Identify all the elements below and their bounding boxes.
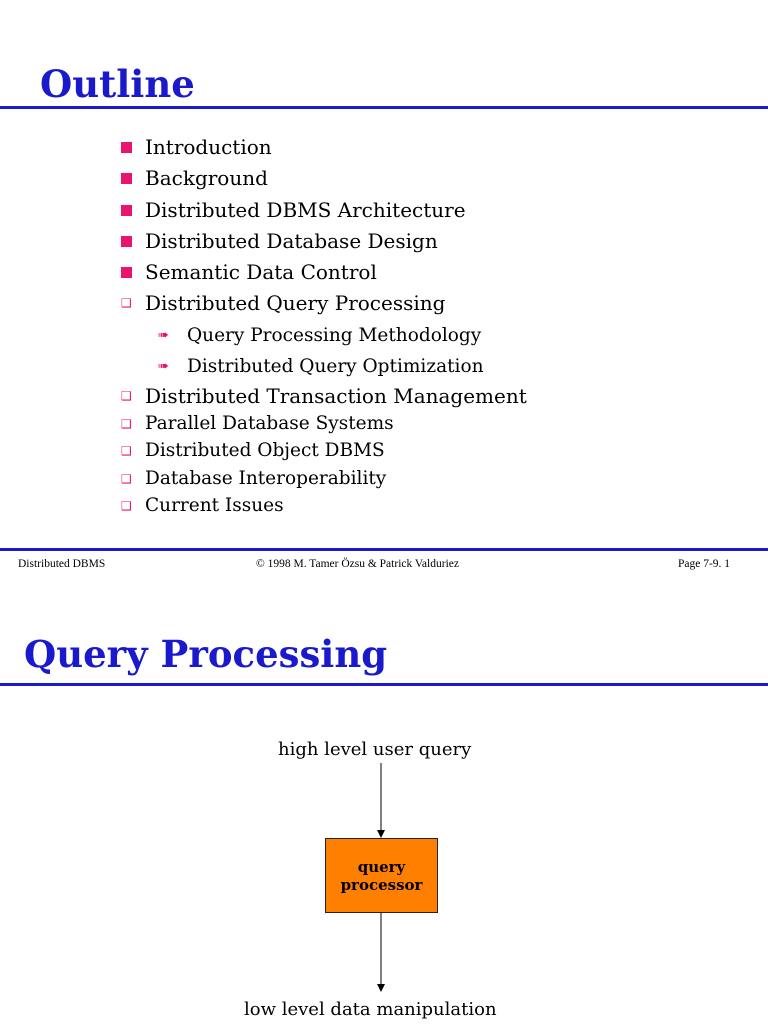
arrow-bullet-icon: ➠ [158, 359, 167, 374]
list-item-label: Parallel Database Systems [145, 413, 394, 434]
slide-title-outline: Outline [40, 62, 195, 106]
query-processor-box [325, 838, 438, 913]
output-label: low level data manipulation [244, 999, 497, 1020]
sub-list-item-label: Distributed Query Optimization [187, 356, 484, 377]
footer-left: Distributed DBMS [18, 558, 106, 570]
list-item-label: Semantic Data Control [145, 260, 377, 284]
sub-list-item-label: Query Processing Methodology [187, 325, 482, 346]
hollow-square-bullet-icon: ❑ [121, 472, 132, 486]
hollow-square-bullet-icon: ❑ [121, 389, 132, 403]
list-item-label: Distributed Transaction Management [145, 384, 527, 408]
input-arrowhead-icon [377, 830, 385, 838]
footer-page-number: Page 7-9. 1 [678, 558, 731, 570]
list-item-label: Introduction [145, 135, 272, 159]
hollow-square-bullet-icon: ❑ [121, 417, 132, 431]
box-label-line1: query [357, 857, 406, 876]
arrow-bullet-icon: ➠ [158, 328, 167, 343]
list-item-label: Database Interoperability [145, 468, 387, 489]
input-label: high level user query [278, 739, 472, 760]
list-item-label: Distributed Database Design [145, 229, 438, 253]
hollow-square-bullet-icon: ❑ [121, 444, 132, 458]
list-item-label: Distributed Query Processing [145, 291, 446, 315]
output-arrowhead-icon [377, 984, 385, 992]
list-item-label: Background [145, 166, 268, 190]
hollow-square-bullet-icon: ❑ [121, 296, 132, 310]
list-item-label: Distributed DBMS Architecture [145, 198, 466, 222]
footer-copyright: © 1998 M. Tamer Özsu & Patrick Valduriez [256, 558, 459, 570]
list-item-label: Distributed Object DBMS [145, 440, 385, 461]
slide-title-query-processing: Query Processing [24, 632, 388, 676]
list-item-label: Current Issues [145, 495, 284, 516]
hollow-square-bullet-icon: ❑ [121, 499, 132, 513]
box-label-line2: processor [340, 875, 423, 894]
